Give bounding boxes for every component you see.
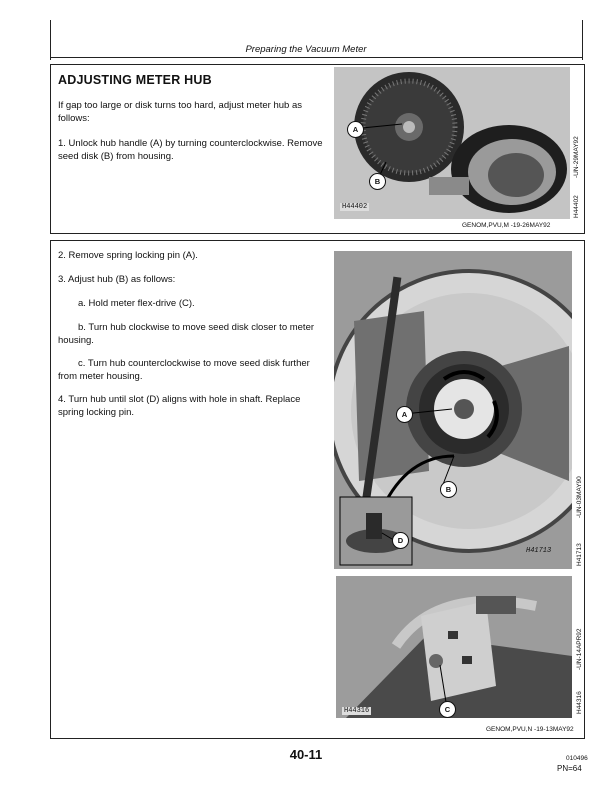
page-number: 40-11 [289, 747, 323, 762]
header-divider [50, 57, 583, 58]
step-3-text: 3. Adjust hub (B) as follows: [58, 274, 176, 285]
figure-1-side-code-date: -UN-03MAY90 [576, 476, 583, 518]
callout-d: D [392, 532, 409, 549]
section-title: ADJUSTING METER HUB [58, 73, 212, 87]
document-code: 010496 [566, 755, 588, 762]
figure-meter-hub-photo [334, 67, 570, 219]
figure-1-side-code-id: H41713 [576, 543, 583, 566]
step-1-text: 1. Unlock hub handle (A) by turning counterclockwise. Remove seed disk (B) from housing. [58, 138, 323, 162]
figure-2-side-code-date: -UN-14APR92 [576, 628, 583, 670]
intro-text: If gap too large or disk turns too hard, adjust meter hub as follows: [58, 100, 302, 124]
step-3b-text: b. Turn hub clockwise to move seed disk closer to meter housing. [58, 322, 315, 346]
figure-code: H41713 [526, 547, 552, 555]
callout-b: B [440, 481, 457, 498]
step-2-text: 2. Remove spring locking pin (A). [58, 250, 198, 261]
step-4-text: 4. Turn hub until slot (D) aligns with hole in shaft. Replace spring locking pin. [58, 394, 301, 418]
meter-hub-illustration [334, 67, 570, 219]
callout-b: B [369, 173, 386, 190]
pn-code: PN=64 [557, 764, 582, 773]
figure-side-code-date: -UN-29MAY92 [573, 136, 580, 178]
callout-c: C [439, 701, 456, 718]
figure-flex-drive-photo [336, 576, 572, 718]
callout-a: A [347, 121, 364, 138]
page-header-title: Preparing the Vacuum Meter [245, 44, 367, 55]
figure-code: H44316 [344, 707, 370, 715]
hub-adjustment-illustration [334, 251, 572, 569]
figure-side-code-id: H44402 [573, 195, 580, 218]
figure-code: H44402 [342, 203, 368, 211]
section-1-footer-code: GENOM,PVU,M -19-26MAY92 [462, 222, 551, 229]
section-2-footer-code: GENOM,PVU,N -19-13MAY92 [486, 726, 574, 733]
figure-hub-adjustment-photo [334, 251, 572, 569]
step-3a-text: a. Hold meter flex-drive (C). [78, 298, 195, 309]
callout-a: A [396, 406, 413, 423]
step-3c-text: c. Turn hub counterclockwise to move seed disk further from meter housing. [58, 358, 310, 382]
figure-2-side-code-id: H44316 [576, 691, 583, 714]
flex-drive-illustration [336, 576, 572, 718]
